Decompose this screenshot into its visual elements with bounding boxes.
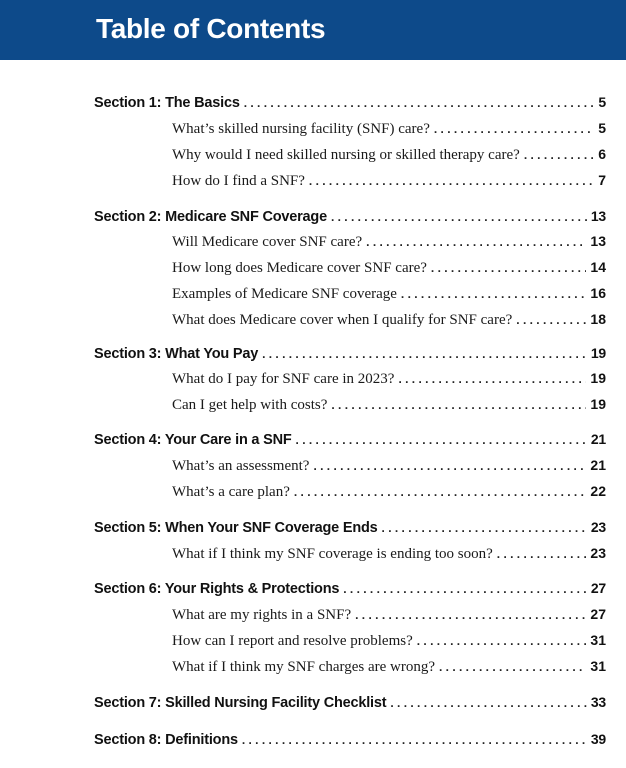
toc-section-label: Section 4: Your Care in a SNF [94, 432, 292, 448]
dot-leader [242, 733, 587, 747]
dot-leader [439, 660, 586, 674]
toc-page-number: 19 [590, 370, 606, 386]
toc-page-number: 23 [590, 519, 606, 535]
toc-entry[interactable] [172, 370, 606, 388]
toc-entry[interactable] [172, 632, 606, 650]
toc-section-label: Section 1: The Basics [94, 95, 240, 111]
toc-page-number: 18 [590, 311, 606, 327]
dot-leader [434, 122, 594, 136]
dot-leader [524, 148, 594, 162]
header-bar [0, 0, 626, 60]
toc-page-number: 16 [590, 285, 606, 301]
toc-entry[interactable] [172, 396, 606, 414]
toc-section-label: Section 8: Definitions [94, 732, 238, 748]
dot-leader [390, 696, 586, 710]
toc-section-3[interactable] [94, 345, 606, 362]
toc-entry[interactable] [172, 658, 606, 676]
toc-page-number: 7 [598, 172, 606, 188]
toc-entry-label: How long does Medicare cover SNF care? [172, 260, 427, 276]
toc-entry-label: What’s skilled nursing facility (SNF) care? [172, 121, 430, 137]
toc-entry[interactable] [172, 285, 606, 303]
dot-leader [431, 261, 587, 275]
toc-section-2[interactable] [94, 208, 606, 225]
toc-entry-label: Will Medicare cover SNF care? [172, 234, 363, 250]
dot-leader [294, 485, 587, 499]
toc-section-label: Section 2: Medicare SNF Coverage [94, 209, 327, 225]
toc-page-number: 14 [590, 259, 606, 275]
dot-leader [331, 398, 586, 412]
dot-leader [355, 608, 586, 622]
toc-section-5[interactable] [94, 519, 606, 536]
dot-leader [497, 547, 587, 561]
toc-page-number: 23 [590, 545, 606, 561]
toc-page-number: 31 [590, 632, 606, 648]
toc-section-label: Section 7: Skilled Nursing Facility Checklist [94, 695, 387, 711]
toc-page-number: 31 [590, 658, 606, 674]
toc-entry-label: What are my rights in a SNF? [172, 607, 352, 623]
dot-leader [366, 235, 586, 249]
toc-page-number: 39 [590, 731, 606, 747]
dot-leader [401, 287, 587, 301]
dot-leader [296, 433, 587, 447]
toc-section-1[interactable] [94, 94, 606, 111]
toc-page-number: 5 [598, 120, 606, 136]
dot-leader [398, 372, 586, 386]
toc-entry-label: What do I pay for SNF care in 2023? [172, 371, 395, 387]
dot-leader [244, 96, 595, 110]
toc-entry[interactable] [172, 483, 606, 501]
toc-page-number: 21 [590, 457, 606, 473]
toc-entry[interactable] [172, 146, 606, 164]
toc-entry-label: How do I find a SNF? [172, 173, 305, 189]
dot-leader [516, 313, 586, 327]
toc-page-number: 13 [590, 233, 606, 249]
toc-entry-label: What if I think my SNF charges are wrong? [172, 659, 435, 675]
toc-section-8[interactable] [94, 731, 606, 748]
toc-page-number: 22 [590, 483, 606, 499]
toc-entry[interactable] [172, 233, 606, 251]
page-title: Table of Contents [96, 13, 326, 44]
toc-entry-label: Can I get help with costs? [172, 397, 328, 413]
toc-page-number: 21 [590, 431, 606, 447]
dot-leader [262, 347, 587, 361]
toc-entry-label: What does Medicare cover when I qualify for SNF care? [172, 312, 513, 328]
toc-section-label: Section 3: What You Pay [94, 346, 259, 362]
toc-page-number: 6 [598, 146, 606, 162]
dot-leader [313, 459, 586, 473]
toc-entry[interactable] [172, 545, 606, 563]
toc-entry[interactable] [172, 172, 606, 190]
toc-entry[interactable] [172, 457, 606, 475]
toc-entry-label: What’s a care plan? [172, 484, 290, 500]
toc-section-label: Section 6: Your Rights & Protections [94, 581, 340, 597]
toc-entry-label: How can I report and resolve problems? [172, 633, 413, 649]
toc-entry[interactable] [172, 311, 606, 329]
dot-leader [343, 582, 587, 596]
toc-section-label: Section 5: When Your SNF Coverage Ends [94, 520, 378, 536]
toc-entry-label: Examples of Medicare SNF coverage [172, 286, 397, 302]
toc-page-number: 5 [598, 94, 606, 110]
toc-section-4[interactable] [94, 431, 606, 448]
toc-page-number: 27 [590, 606, 606, 622]
dot-leader [417, 634, 587, 648]
dot-leader [382, 521, 587, 535]
toc-entry-label: What if I think my SNF coverage is ending too soon? [172, 546, 493, 562]
dot-leader [331, 210, 587, 224]
toc-page-number: 27 [590, 580, 606, 596]
toc-entry[interactable] [172, 120, 606, 138]
toc-section-7[interactable] [94, 694, 606, 711]
toc-entry-label: Why would I need skilled nursing or skilled therapy care? [172, 147, 520, 163]
toc-section-6[interactable] [94, 580, 606, 597]
toc-entry[interactable] [172, 259, 606, 277]
toc-page-number: 33 [590, 694, 606, 710]
dot-leader [309, 174, 594, 188]
toc-entry[interactable] [172, 606, 606, 624]
toc-page-number: 13 [590, 208, 606, 224]
toc-entry-label: What’s an assessment? [172, 458, 310, 474]
toc-page-number: 19 [590, 396, 606, 412]
toc-page-number: 19 [590, 345, 606, 361]
